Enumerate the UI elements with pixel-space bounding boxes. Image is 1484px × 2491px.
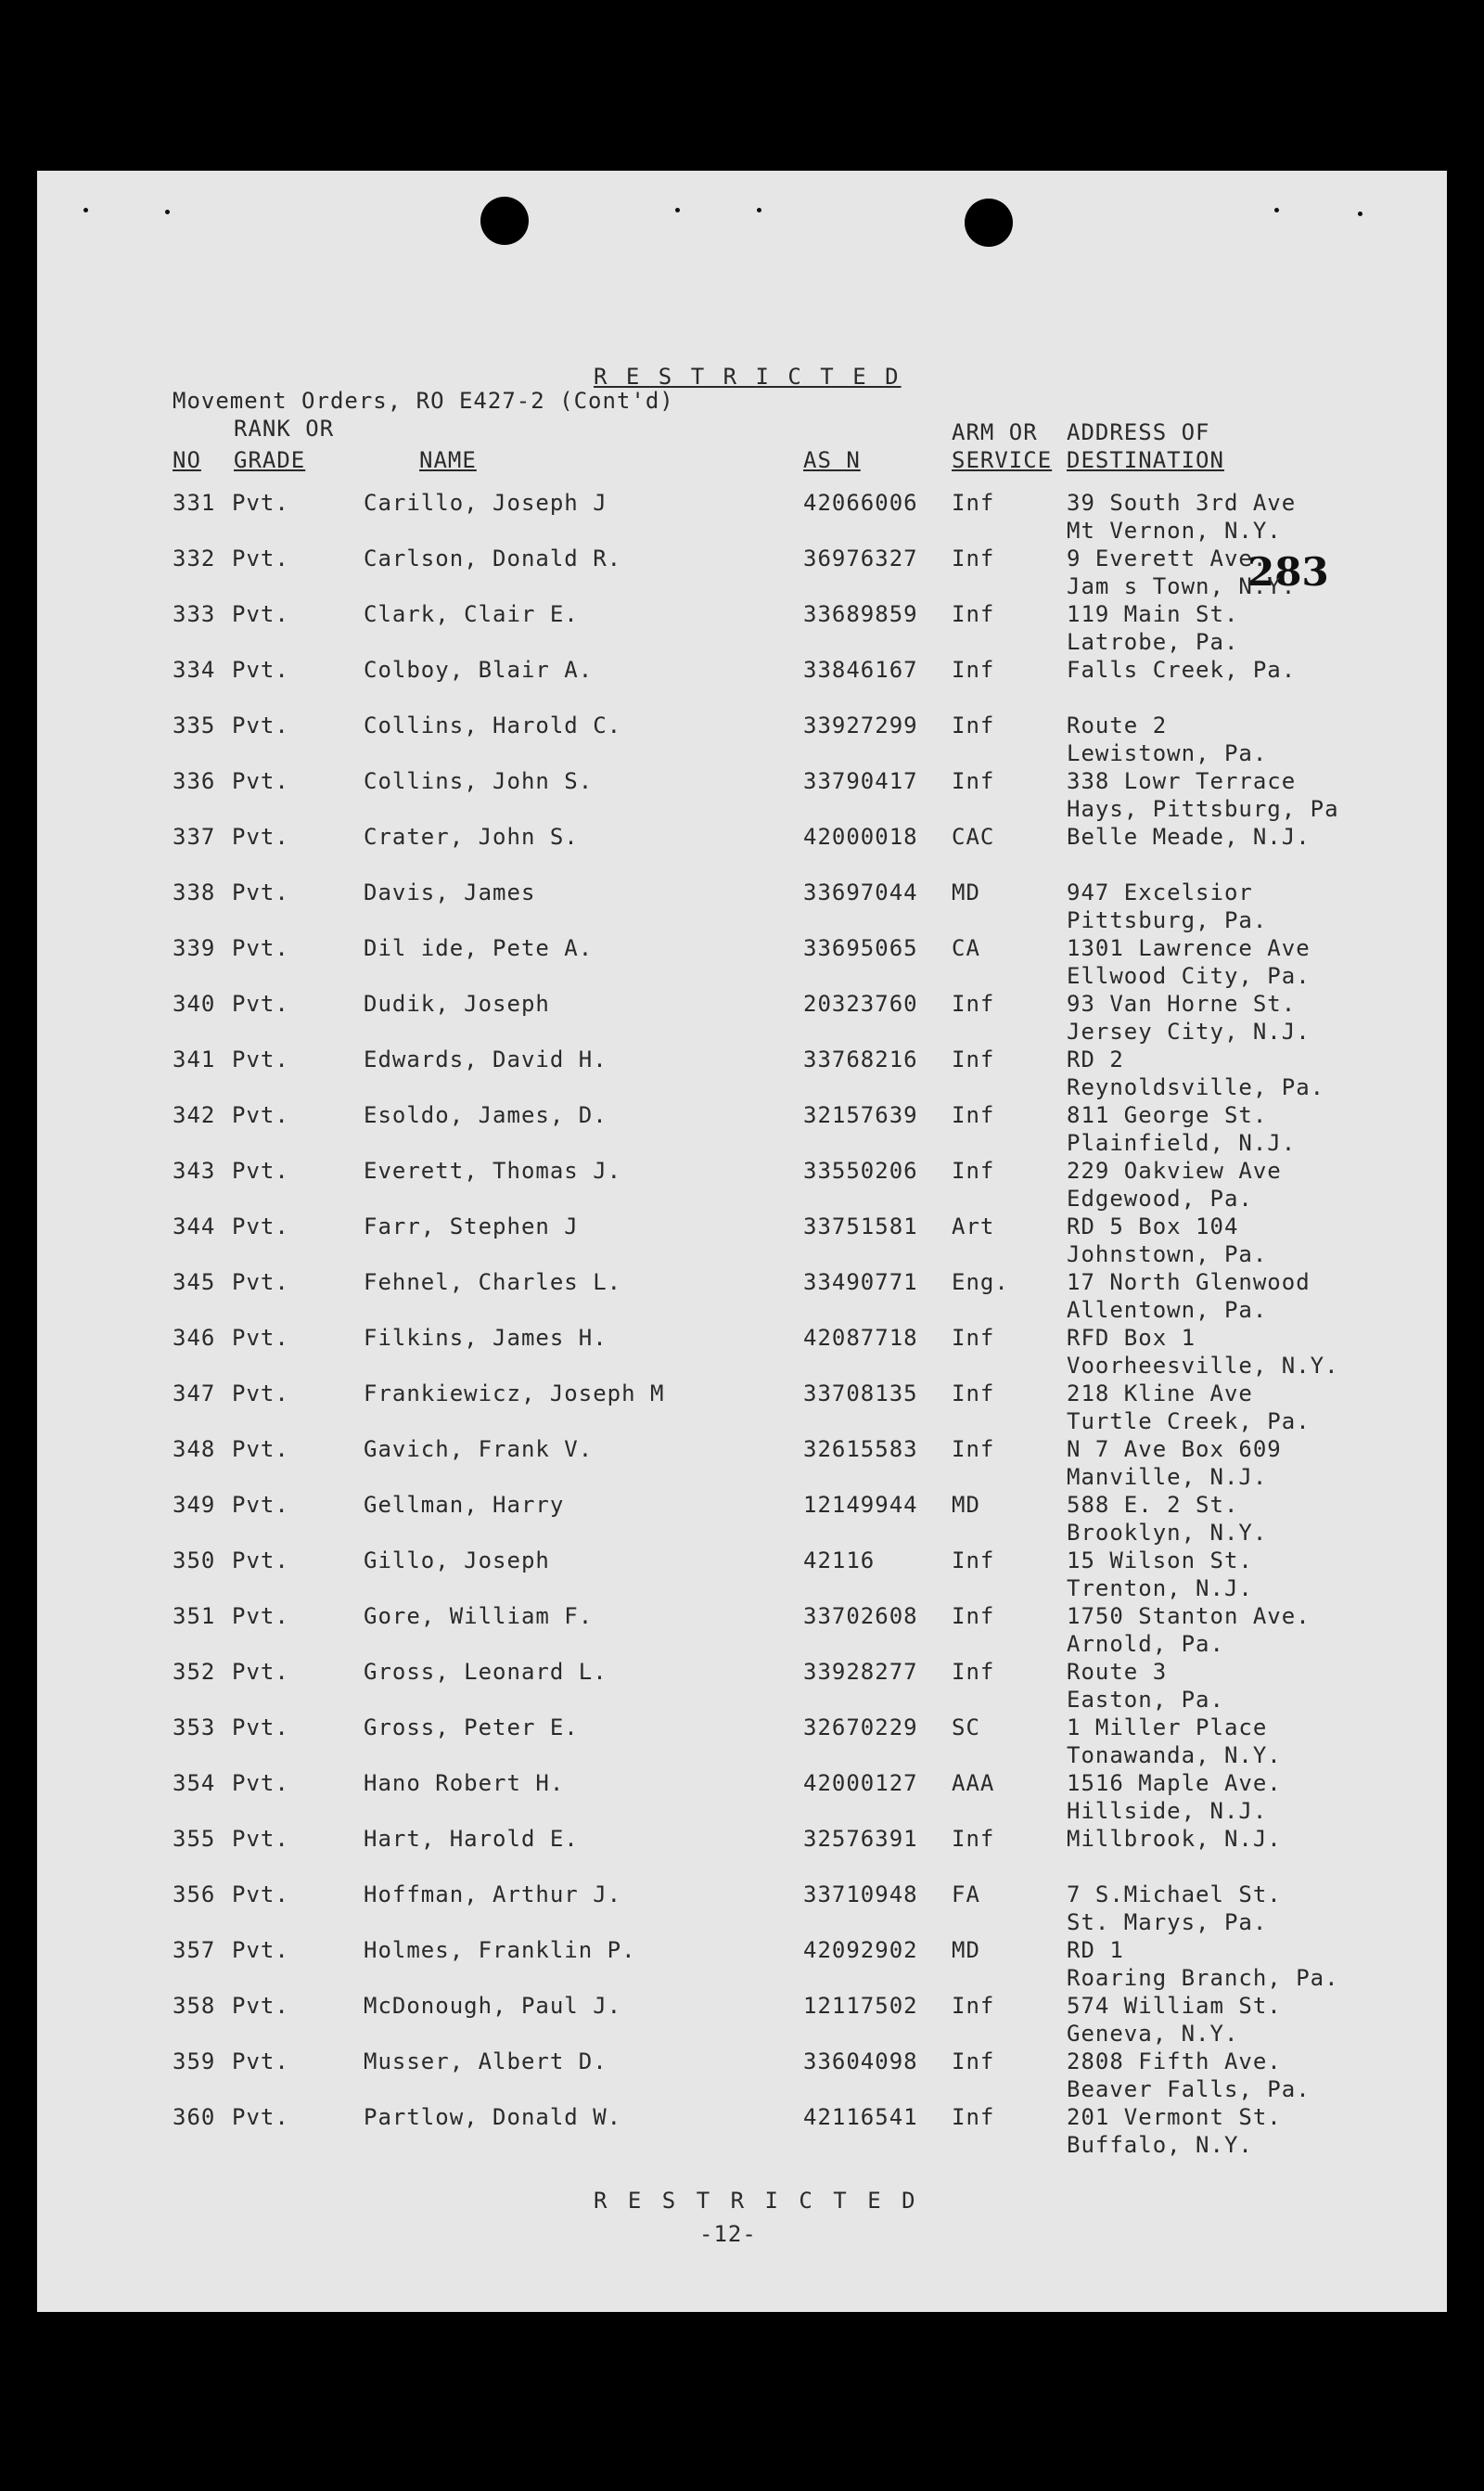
address-line1-cell: 17 North Glenwood [1067, 1269, 1311, 1295]
row-number: 345 [173, 1269, 216, 1295]
serial-number-cell: 42116541 [803, 2104, 918, 2130]
column-header-arm-line2: SERVICE [952, 447, 1053, 473]
address-line1-cell: N 7 Ave Box 609 [1067, 1436, 1282, 1462]
rank-cell: Pvt. [232, 1993, 289, 2019]
arm-service-cell: Inf [952, 1436, 995, 1462]
name-cell: Everett, Thomas J. [364, 1158, 622, 1184]
serial-number-cell: 42092902 [803, 1937, 918, 1963]
arm-service-cell: CAC [952, 824, 995, 850]
speck [757, 208, 761, 212]
rank-cell: Pvt. [232, 713, 289, 738]
address-line1-cell: 338 Lowr Terrace [1067, 768, 1297, 794]
column-header-rank-line1: RANK OR [234, 416, 335, 442]
serial-number-cell: 36976327 [803, 546, 918, 571]
serial-number-cell: 33695065 [803, 935, 918, 961]
name-cell: Crater, John S. [364, 824, 579, 850]
serial-number-cell: 33604098 [803, 2048, 918, 2074]
address-line1-cell: 9 Everett Ave. [1067, 546, 1268, 571]
rank-cell: Pvt. [232, 657, 289, 683]
address-line1-cell: RFD Box 1 [1067, 1325, 1196, 1351]
rank-cell: Pvt. [232, 601, 289, 627]
arm-service-cell: Inf [952, 1380, 995, 1406]
arm-service-cell: Inf [952, 546, 995, 571]
rank-cell: Pvt. [232, 1603, 289, 1629]
serial-number-cell: 42087718 [803, 1325, 918, 1351]
rank-cell: Pvt. [232, 2104, 289, 2130]
name-cell: Colboy, Blair A. [364, 657, 594, 683]
serial-number-cell: 12149944 [803, 1492, 918, 1518]
address-line1-cell: 1 Miller Place [1067, 1714, 1268, 1740]
arm-service-cell: Inf [952, 1547, 995, 1573]
address-line1-cell: 811 George St. [1067, 1102, 1268, 1128]
row-number: 355 [173, 1826, 216, 1852]
page-stamp-number: 283 [1247, 549, 1329, 595]
name-cell: Collins, John S. [364, 768, 594, 794]
name-cell: Hoffman, Arthur J. [364, 1881, 622, 1907]
rank-cell: Pvt. [232, 1269, 289, 1295]
address-line1-cell: 574 William St. [1067, 1993, 1282, 2019]
table-row [0, 1714, 1484, 1770]
address-line1-cell: Belle Meade, N.J. [1067, 824, 1311, 850]
table-row [0, 657, 1484, 713]
address-line2-cell: Turtle Creek, Pa. [1067, 1408, 1311, 1434]
rank-cell: Pvt. [232, 1826, 289, 1852]
rank-cell: Pvt. [232, 1492, 289, 1518]
name-cell: Carlson, Donald R. [364, 546, 622, 571]
column-header-address-line2: DESTINATION [1067, 447, 1224, 473]
rank-cell: Pvt. [232, 1380, 289, 1406]
name-cell: Collins, Harold C. [364, 713, 622, 738]
address-line1-cell: 39 South 3rd Ave [1067, 490, 1297, 516]
rank-cell: Pvt. [232, 768, 289, 794]
rank-cell: Pvt. [232, 1770, 289, 1796]
rank-cell: Pvt. [232, 1881, 289, 1907]
rank-cell: Pvt. [232, 1046, 289, 1072]
name-cell: Dudik, Joseph [364, 991, 550, 1017]
serial-number-cell: 33768216 [803, 1046, 918, 1072]
rank-cell: Pvt. [232, 935, 289, 961]
arm-service-cell: AAA [952, 1770, 995, 1796]
address-line2-cell: Latrobe, Pa. [1067, 629, 1239, 655]
address-line2-cell: Buffalo, N.Y. [1067, 2132, 1253, 2158]
serial-number-cell: 33790417 [803, 768, 918, 794]
row-number: 333 [173, 601, 216, 627]
name-cell: Gillo, Joseph [364, 1547, 550, 1573]
address-line1-cell: 1750 Stanton Ave. [1067, 1603, 1311, 1629]
row-number: 359 [173, 2048, 216, 2074]
table-row [0, 824, 1484, 880]
table-row [0, 713, 1484, 768]
address-line2-cell: Mt Vernon, N.Y. [1067, 518, 1282, 544]
address-line2-cell: Voorheesville, N.Y. [1067, 1353, 1339, 1379]
address-line2-cell: Tonawanda, N.Y. [1067, 1742, 1282, 1768]
row-number: 354 [173, 1770, 216, 1796]
name-cell: Gore, William F. [364, 1603, 594, 1629]
address-line2-cell: Beaver Falls, Pa. [1067, 2076, 1311, 2102]
table-row [0, 991, 1484, 1046]
row-number: 338 [173, 880, 216, 905]
name-cell: McDonough, Paul J. [364, 1993, 622, 2019]
column-header-asn: AS N [803, 447, 861, 473]
table-row [0, 1102, 1484, 1158]
serial-number-cell: 33710948 [803, 1881, 918, 1907]
table-row [0, 2048, 1484, 2104]
address-line2-cell: Trenton, N.J. [1067, 1575, 1253, 1601]
table-row [0, 1993, 1484, 2048]
row-number: 346 [173, 1325, 216, 1351]
column-header-name: NAME [419, 447, 477, 473]
table-row [0, 546, 1484, 601]
row-number: 358 [173, 1993, 216, 2019]
address-line2-cell: Edgewood, Pa. [1067, 1186, 1253, 1212]
address-line2-cell: Allentown, Pa. [1067, 1297, 1268, 1323]
serial-number-cell: 33490771 [803, 1269, 918, 1295]
table-row [0, 1826, 1484, 1881]
serial-number-cell: 33697044 [803, 880, 918, 905]
arm-service-cell: Inf [952, 1826, 995, 1852]
restricted-header: R E S T R I C T E D [594, 364, 902, 390]
restricted-footer: R E S T R I C T E D [594, 2188, 919, 2214]
row-number: 344 [173, 1213, 216, 1239]
name-cell: Hart, Harold E. [364, 1826, 579, 1852]
address-line1-cell: 7 S.Michael St. [1067, 1881, 1282, 1907]
address-line2-cell: Jam s Town, N.Y. [1067, 573, 1297, 599]
address-line2-cell: Lewistown, Pa. [1067, 740, 1268, 766]
column-header-arm-line1: ARM OR [952, 419, 1038, 445]
arm-service-cell: Inf [952, 2048, 995, 2074]
arm-service-cell: Inf [952, 490, 995, 516]
table-row [0, 2104, 1484, 2160]
rank-cell: Pvt. [232, 490, 289, 516]
address-line1-cell: Falls Creek, Pa. [1067, 657, 1297, 683]
address-line1-cell: 588 E. 2 St. [1067, 1492, 1239, 1518]
name-cell: Filkins, James H. [364, 1325, 608, 1351]
address-line1-cell: 15 Wilson St. [1067, 1547, 1253, 1573]
rank-cell: Pvt. [232, 546, 289, 571]
serial-number-cell: 33927299 [803, 713, 918, 738]
arm-service-cell: Eng. [952, 1269, 1009, 1295]
speck [675, 208, 680, 212]
name-cell: Holmes, Franklin P. [364, 1937, 636, 1963]
document-title: Movement Orders, RO E427-2 (Cont'd) [173, 388, 674, 414]
table-row [0, 490, 1484, 546]
table-row [0, 1770, 1484, 1826]
arm-service-cell: Inf [952, 1046, 995, 1072]
row-number: 331 [173, 490, 216, 516]
name-cell: Gellman, Harry [364, 1492, 565, 1518]
table-row [0, 935, 1484, 991]
name-cell: Davis, James [364, 880, 536, 905]
rank-cell: Pvt. [232, 1158, 289, 1184]
serial-number-cell: 42000018 [803, 824, 918, 850]
arm-service-cell: FA [952, 1881, 980, 1907]
serial-number-cell: 42000127 [803, 1770, 918, 1796]
table-row [0, 1659, 1484, 1714]
address-line1-cell: 201 Vermont St. [1067, 2104, 1282, 2130]
row-number: 360 [173, 2104, 216, 2130]
address-line2-cell: Plainfield, N.J. [1067, 1130, 1297, 1156]
address-line1-cell: Millbrook, N.J. [1067, 1826, 1282, 1852]
column-header-address-line1: ADDRESS OF [1067, 419, 1210, 445]
table-row [0, 1046, 1484, 1102]
address-line2-cell: Pittsburg, Pa. [1067, 907, 1268, 933]
arm-service-cell: Inf [952, 1659, 995, 1685]
table-row [0, 1881, 1484, 1937]
row-number: 339 [173, 935, 216, 961]
arm-service-cell: Inf [952, 1325, 995, 1351]
address-line1-cell: Route 3 [1067, 1659, 1168, 1685]
arm-service-cell: Inf [952, 991, 995, 1017]
name-cell: Clark, Clair E. [364, 601, 579, 627]
address-line2-cell: Brooklyn, N.Y. [1067, 1520, 1268, 1546]
rank-cell: Pvt. [232, 1659, 289, 1685]
speck [1274, 208, 1279, 212]
serial-number-cell: 33846167 [803, 657, 918, 683]
serial-number-cell: 32670229 [803, 1714, 918, 1740]
address-line2-cell: Arnold, Pa. [1067, 1631, 1224, 1657]
row-number: 341 [173, 1046, 216, 1072]
rank-cell: Pvt. [232, 1547, 289, 1573]
address-line2-cell: Easton, Pa. [1067, 1687, 1224, 1713]
row-number: 349 [173, 1492, 216, 1518]
address-line2-cell: Johnstown, Pa. [1067, 1241, 1268, 1267]
arm-service-cell: MD [952, 880, 980, 905]
name-cell: Frankiewicz, Joseph M [364, 1380, 665, 1406]
serial-number-cell: 33702608 [803, 1603, 918, 1629]
rank-cell: Pvt. [232, 991, 289, 1017]
name-cell: Dil ide, Pete A. [364, 935, 594, 961]
address-line1-cell: 2808 Fifth Ave. [1067, 2048, 1282, 2074]
serial-number-cell: 42116 [803, 1547, 876, 1573]
address-line2-cell: Ellwood City, Pa. [1067, 963, 1311, 989]
punch-hole-left [480, 197, 529, 245]
address-line1-cell: 229 Oakview Ave [1067, 1158, 1282, 1184]
rank-cell: Pvt. [232, 1213, 289, 1239]
row-number: 356 [173, 1881, 216, 1907]
table-row [0, 1436, 1484, 1492]
serial-number-cell: 42066006 [803, 490, 918, 516]
rank-cell: Pvt. [232, 2048, 289, 2074]
address-line1-cell: 1516 Maple Ave. [1067, 1770, 1282, 1796]
arm-service-cell: Art [952, 1213, 995, 1239]
serial-number-cell: 20323760 [803, 991, 918, 1017]
name-cell: Carillo, Joseph J [364, 490, 608, 516]
rank-cell: Pvt. [232, 1436, 289, 1462]
name-cell: Gross, Peter E. [364, 1714, 579, 1740]
arm-service-cell: MD [952, 1492, 980, 1518]
address-line2-cell: Jersey City, N.J. [1067, 1019, 1311, 1045]
table-row [0, 1937, 1484, 1993]
address-line2-cell: Manville, N.J. [1067, 1464, 1268, 1490]
table-row [0, 1603, 1484, 1659]
row-number: 357 [173, 1937, 216, 1963]
row-number: 353 [173, 1714, 216, 1740]
table-row [0, 1269, 1484, 1325]
serial-number-cell: 32157639 [803, 1102, 918, 1128]
serial-number-cell: 33751581 [803, 1213, 918, 1239]
row-number: 343 [173, 1158, 216, 1184]
speck [165, 210, 170, 214]
arm-service-cell: Inf [952, 1158, 995, 1184]
table-row [0, 1492, 1484, 1547]
address-line1-cell: Route 2 [1067, 713, 1168, 738]
address-line1-cell: RD 1 [1067, 1937, 1124, 1963]
name-cell: Partlow, Donald W. [364, 2104, 622, 2130]
row-number: 350 [173, 1547, 216, 1573]
rank-cell: Pvt. [232, 1937, 289, 1963]
arm-service-cell: Inf [952, 657, 995, 683]
row-number: 340 [173, 991, 216, 1017]
arm-service-cell: SC [952, 1714, 980, 1740]
arm-service-cell: Inf [952, 768, 995, 794]
row-number: 337 [173, 824, 216, 850]
name-cell: Esoldo, James, D. [364, 1102, 608, 1128]
rank-cell: Pvt. [232, 1325, 289, 1351]
serial-number-cell: 32615583 [803, 1436, 918, 1462]
arm-service-cell: Inf [952, 1993, 995, 2019]
rank-cell: Pvt. [232, 824, 289, 850]
name-cell: Gross, Leonard L. [364, 1659, 608, 1685]
speck [1358, 212, 1362, 216]
column-header-rank-line2: GRADE [234, 447, 306, 473]
address-line1-cell: RD 5 Box 104 [1067, 1213, 1239, 1239]
address-line1-cell: 218 Kline Ave [1067, 1380, 1253, 1406]
address-line2-cell: St. Marys, Pa. [1067, 1909, 1268, 1935]
row-number: 336 [173, 768, 216, 794]
serial-number-cell: 33708135 [803, 1380, 918, 1406]
name-cell: Fehnel, Charles L. [364, 1269, 622, 1295]
address-line1-cell: RD 2 [1067, 1046, 1124, 1072]
table-row [0, 880, 1484, 935]
rank-cell: Pvt. [232, 880, 289, 905]
table-row [0, 1547, 1484, 1603]
table-row [0, 1380, 1484, 1436]
name-cell: Edwards, David H. [364, 1046, 608, 1072]
address-line2-cell: Roaring Branch, Pa. [1067, 1965, 1339, 1991]
address-line2-cell: Hays, Pittsburg, Pa [1067, 796, 1339, 822]
table-row [0, 1213, 1484, 1269]
rank-cell: Pvt. [232, 1714, 289, 1740]
row-number: 347 [173, 1380, 216, 1406]
rank-cell: Pvt. [232, 1102, 289, 1128]
speck [83, 208, 88, 212]
name-cell: Hano Robert H. [364, 1770, 565, 1796]
row-number: 351 [173, 1603, 216, 1629]
table-row [0, 1158, 1484, 1213]
serial-number-cell: 33928277 [803, 1659, 918, 1685]
address-line2-cell: Geneva, N.Y. [1067, 2021, 1239, 2047]
row-number: 348 [173, 1436, 216, 1462]
name-cell: Gavich, Frank V. [364, 1436, 594, 1462]
address-line1-cell: 1301 Lawrence Ave [1067, 935, 1311, 961]
arm-service-cell: Inf [952, 2104, 995, 2130]
serial-number-cell: 32576391 [803, 1826, 918, 1852]
page-number: -12- [699, 2221, 757, 2247]
address-line1-cell: 947 Excelsior [1067, 880, 1253, 905]
arm-service-cell: Inf [952, 1603, 995, 1629]
address-line1-cell: 119 Main St. [1067, 601, 1239, 627]
address-line2-cell: Hillside, N.J. [1067, 1798, 1268, 1824]
row-number: 334 [173, 657, 216, 683]
table-row [0, 1325, 1484, 1380]
row-number: 342 [173, 1102, 216, 1128]
address-line2-cell: Reynoldsville, Pa. [1067, 1074, 1325, 1100]
arm-service-cell: Inf [952, 601, 995, 627]
serial-number-cell: 33689859 [803, 601, 918, 627]
arm-service-cell: Inf [952, 1102, 995, 1128]
row-number: 352 [173, 1659, 216, 1685]
address-line1-cell: 93 Van Horne St. [1067, 991, 1297, 1017]
serial-number-cell: 12117502 [803, 1993, 918, 2019]
punch-hole-right [965, 199, 1013, 247]
row-number: 335 [173, 713, 216, 738]
table-row [0, 601, 1484, 657]
arm-service-cell: CA [952, 935, 980, 961]
arm-service-cell: Inf [952, 713, 995, 738]
name-cell: Farr, Stephen J [364, 1213, 579, 1239]
row-number: 332 [173, 546, 216, 571]
name-cell: Musser, Albert D. [364, 2048, 608, 2074]
table-row [0, 768, 1484, 824]
column-header-no: NO [173, 447, 201, 473]
arm-service-cell: MD [952, 1937, 980, 1963]
serial-number-cell: 33550206 [803, 1158, 918, 1184]
